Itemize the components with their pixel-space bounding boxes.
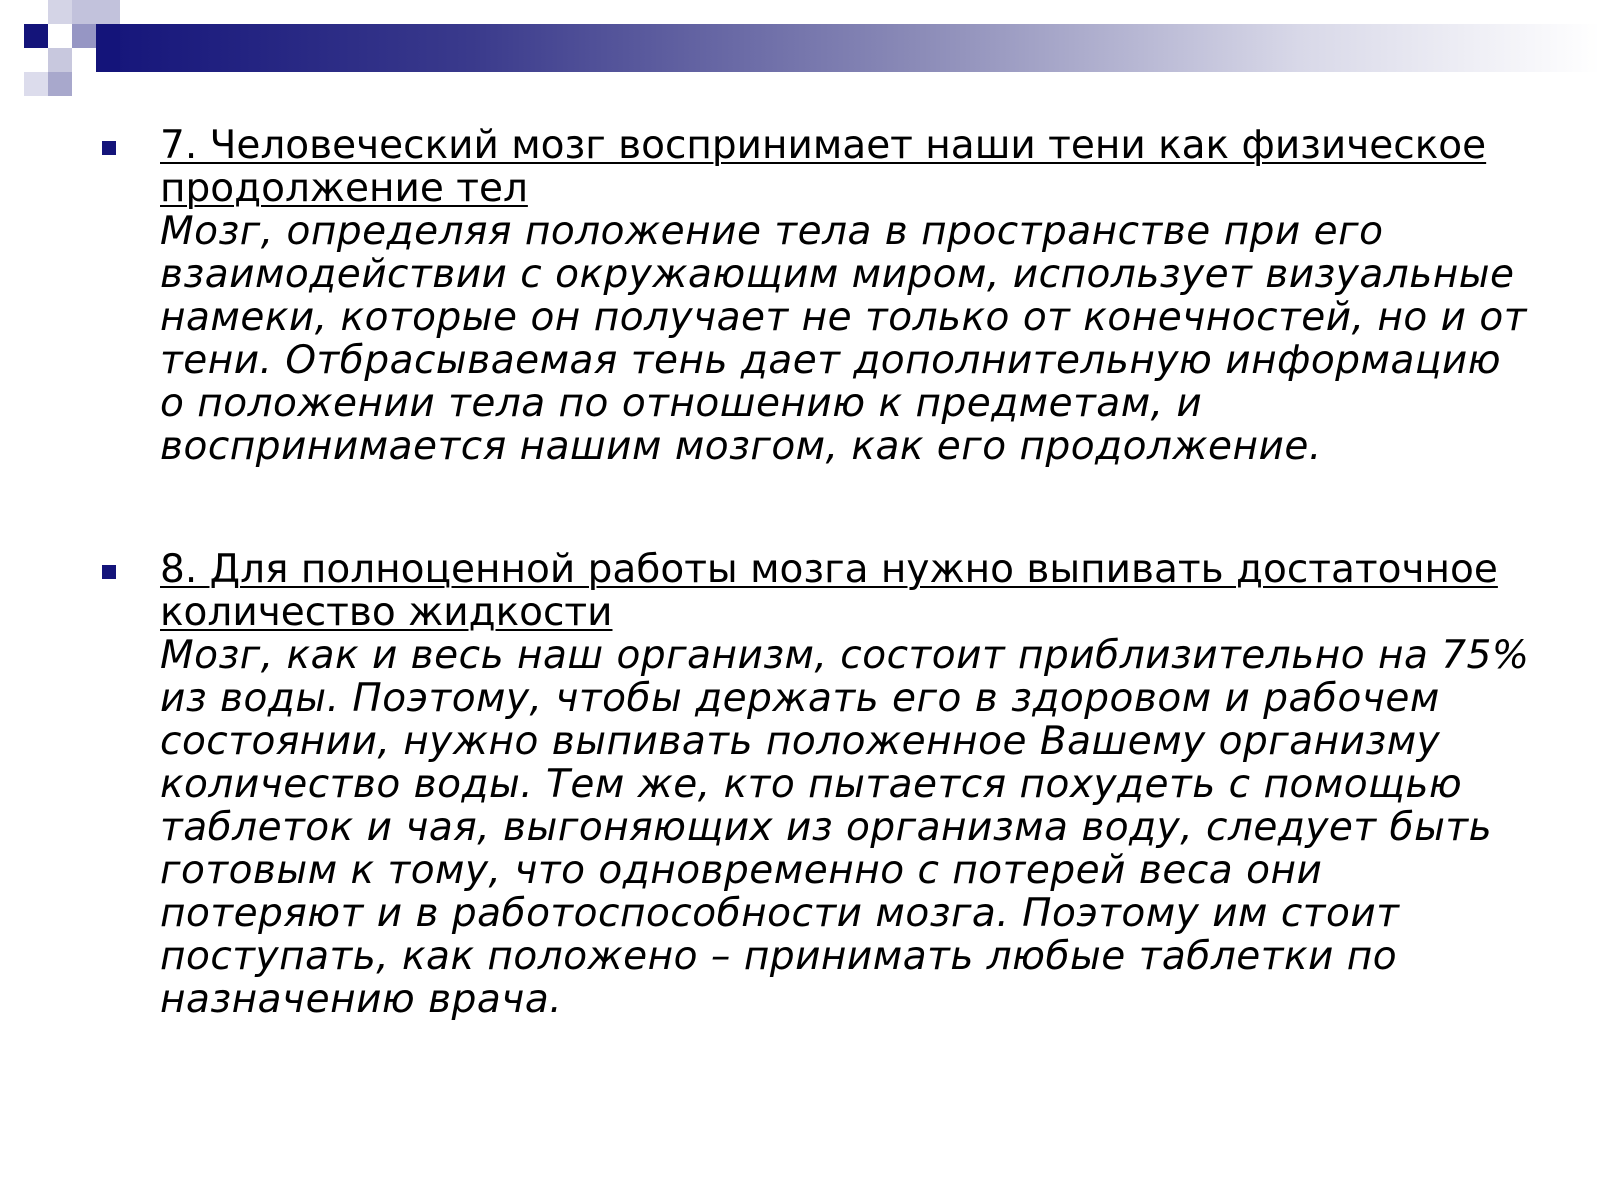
item-heading: 8. Для полноценной работы мозга нужно выпивать достаточное количество жидкости — [160, 547, 1498, 635]
decor-square — [48, 48, 72, 72]
list-item — [96, 548, 1536, 1021]
decor-square — [72, 0, 120, 24]
decor-square — [48, 0, 72, 24]
decor-square — [72, 24, 96, 48]
item-body: Мозг, как и весь наш организм, состоит приблизительно на 75% из воды. Поэтому, чтобы держать его в здоровом и рабочем состоянии, нужно выпивать положенное Вашему организму количество воды. Тем же, кто пытается похудеть с помощью таблеток и чая, выгоняющих из организма воду, следует быть готовым к тому, что одновременно с потерей веса они потеряют и в работоспособности мозга. Поэтому им стоит поступать, как положено – принимать любые таблетки по назначению врача. — [160, 633, 1530, 1022]
decor-square — [24, 24, 48, 48]
bullet-square-icon — [102, 141, 116, 155]
slide-content — [96, 124, 1536, 1021]
header-gradient-bar — [96, 24, 1600, 72]
list-item — [96, 124, 1536, 468]
decor-square — [48, 72, 72, 96]
bullet-square-icon — [102, 565, 116, 579]
item-body: Мозг, определяя положение тела в пространстве при его взаимодействии с окружающим миром, использует визуальные намеки, которые он получает не только от конечностей, но и от тени. Отбрасываемая тень дает дополнительную информацию о положении тела по отношению к предметам, и воспринимается нашим мозгом, как его продолжение. — [160, 209, 1527, 469]
decor-square — [24, 72, 48, 96]
decor-square — [96, 24, 120, 72]
item-heading: 7. Человеческий мозг воспринимает наши тени как физическое продолжение тел — [160, 123, 1487, 211]
